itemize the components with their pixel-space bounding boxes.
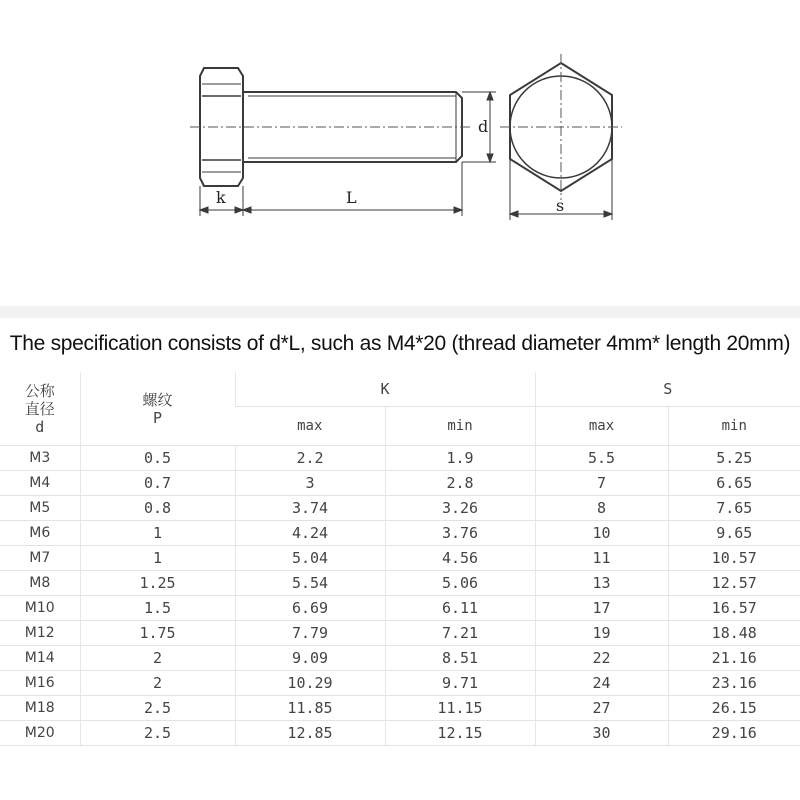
header-d-line2: 直径 [24,399,55,418]
table-row [0,671,800,696]
cell-pitch: 2.5 [80,721,235,746]
cell-s-min: 23.16 [668,671,800,696]
dim-label-k: k [216,188,226,207]
dim-label-s: s [556,196,565,215]
cell-k-max: 11.85 [235,696,385,721]
cell-s-max: 22 [535,646,668,671]
table-row [0,446,800,471]
cell-diameter: M14 [0,646,80,671]
cell-pitch: 0.8 [80,496,235,521]
separator-band [0,306,800,318]
cell-diameter: M16 [0,671,80,696]
cell-k-min: 5.06 [385,571,535,596]
cell-diameter: M20 [0,721,80,746]
cell-s-min: 7.65 [668,496,800,521]
cell-pitch: 1.75 [80,621,235,646]
cell-s-min: 10.57 [668,546,800,571]
cell-s-max: 7 [535,471,668,496]
dim-label-d: d [478,117,489,136]
cell-pitch: 1 [80,546,235,571]
cell-s-min: 6.65 [668,471,800,496]
cell-s-min: 16.57 [668,596,800,621]
cell-k-max: 5.04 [235,546,385,571]
cell-pitch: 2 [80,671,235,696]
header-p-line1: 螺纹 [142,390,173,409]
cell-k-max: 6.69 [235,596,385,621]
cell-s-min: 21.16 [668,646,800,671]
specification-note: The specification consists of d*L, such as M4*20 (thread diameter 4mm* length 20mm) [9,332,791,355]
cell-k-min: 12.15 [385,721,535,746]
cell-pitch: 2.5 [80,696,235,721]
cell-diameter: M4 [0,471,80,496]
cell-s-max: 10 [535,521,668,546]
cell-k-min: 8.51 [385,646,535,671]
cell-s-max: 11 [535,546,668,571]
table-row [0,721,800,746]
cell-k-min: 6.11 [385,596,535,621]
table-row [0,646,800,671]
cell-pitch: 1.25 [80,571,235,596]
cell-diameter: M6 [0,521,80,546]
cell-k-min: 4.56 [385,546,535,571]
table-row [0,471,800,496]
header-d-line3: d [35,417,45,436]
cell-s-max: 13 [535,571,668,596]
cell-s-min: 18.48 [668,621,800,646]
header-thread-pitch [80,372,235,446]
cell-diameter: M10 [0,596,80,621]
cell-s-max: 24 [535,671,668,696]
cell-s-min: 9.65 [668,521,800,546]
bolt-technical-drawing [0,0,800,300]
cell-k-max: 4.24 [235,521,385,546]
cell-pitch: 1.5 [80,596,235,621]
table-row [0,496,800,521]
cell-pitch: 0.5 [80,446,235,471]
table-row [0,521,800,546]
cell-s-min: 29.16 [668,721,800,746]
cell-diameter: M3 [0,446,80,471]
cell-k-min: 2.8 [385,471,535,496]
cell-s-max: 27 [535,696,668,721]
cell-diameter: M5 [0,496,80,521]
cell-s-max: 8 [535,496,668,521]
cell-s-max: 5.5 [535,446,668,471]
cell-k-min: 7.21 [385,621,535,646]
dimensions-table [0,372,800,746]
table-row [0,621,800,646]
header-s-max: max [535,407,668,446]
header-p-line2: P [152,408,163,427]
cell-k-min: 1.9 [385,446,535,471]
cell-k-max: 2.2 [235,446,385,471]
cell-pitch: 1 [80,521,235,546]
cell-k-min: 3.76 [385,521,535,546]
table-row [0,696,800,721]
header-k-group: K [235,372,535,407]
cell-k-min: 11.15 [385,696,535,721]
cell-k-max: 9.09 [235,646,385,671]
header-s-group: S [535,372,800,407]
header-k-max: max [235,407,385,446]
cell-diameter: M12 [0,621,80,646]
table-row [0,596,800,621]
cell-k-max: 12.85 [235,721,385,746]
cell-s-min: 26.15 [668,696,800,721]
header-d-line1: 公称 [24,381,55,400]
header-nominal-diameter [0,372,80,446]
cell-s-max: 19 [535,621,668,646]
header-s-min: min [668,407,800,446]
cell-k-max: 5.54 [235,571,385,596]
cell-s-max: 17 [535,596,668,621]
cell-pitch: 0.7 [80,471,235,496]
table-row [0,571,800,596]
dim-label-L: L [346,188,357,207]
header-k-min: min [385,407,535,446]
cell-s-min: 5.25 [668,446,800,471]
cell-k-max: 7.79 [235,621,385,646]
cell-k-min: 3.26 [385,496,535,521]
table-row [0,546,800,571]
cell-diameter: M7 [0,546,80,571]
cell-k-max: 3.74 [235,496,385,521]
cell-pitch: 2 [80,646,235,671]
cell-k-max: 10.29 [235,671,385,696]
cell-diameter: M18 [0,696,80,721]
cell-k-min: 9.71 [385,671,535,696]
cell-diameter: M8 [0,571,80,596]
cell-s-min: 12.57 [668,571,800,596]
cell-s-max: 30 [535,721,668,746]
cell-k-max: 3 [235,471,385,496]
